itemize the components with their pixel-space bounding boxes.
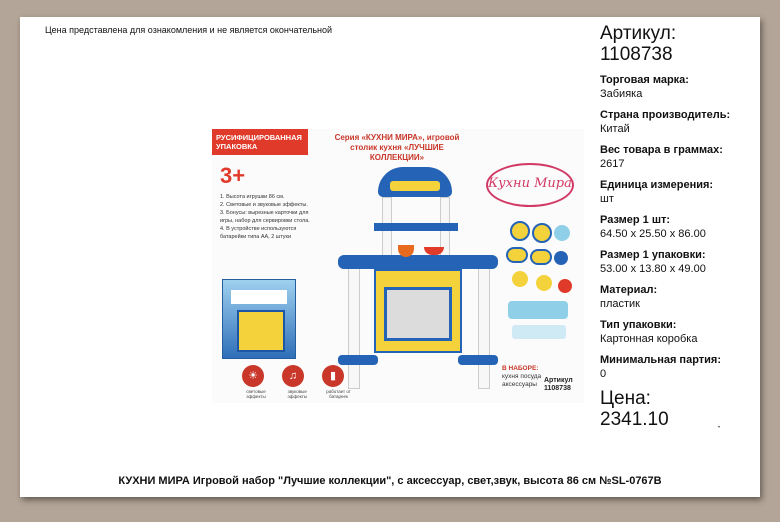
- spec-panel: [600, 23, 760, 430]
- package-article-label: Артикул: [544, 377, 573, 384]
- package-photo: [222, 279, 296, 359]
- article-label: Артикул:: [600, 23, 677, 44]
- spec-package-size: [600, 248, 760, 276]
- feature-line: 1. Высота игрушки 86 см.: [220, 194, 285, 200]
- feature-line: 2. Световые и звуковые эффекты.: [220, 202, 308, 208]
- spec-value: Забияка: [600, 88, 643, 100]
- spec-value: 64.50 x 25.50 x 86.00: [600, 228, 706, 240]
- spec-value: Китай: [600, 123, 630, 135]
- features-list: [220, 193, 320, 241]
- spec-value: 53.00 x 13.80 x 49.00: [600, 263, 706, 275]
- feature-line: 4. В устройстве используются батарейки типа АА, 2 штуки: [220, 226, 297, 240]
- spec-label: Размер 1 упаковки:: [600, 249, 706, 261]
- feature-icon-label: световые эффекты: [246, 389, 266, 399]
- spec-value: шт: [600, 193, 614, 205]
- brand-logo: Кухни Мира: [486, 163, 574, 207]
- spec-value: 0: [600, 368, 607, 380]
- age-badge: 3+: [220, 163, 246, 188]
- spec-label: Материал:: [600, 284, 658, 296]
- spec-value: 2617: [600, 158, 625, 170]
- feature-icon-label: работает от батареек: [326, 389, 351, 399]
- spec-label: Минимальная партия:: [600, 354, 721, 366]
- feature-line: 3. Бонусы: вырезные карточки для игры, набор для сервировки стола.: [220, 210, 310, 224]
- spec-label: Тип упаковки:: [600, 319, 677, 331]
- package-article: [544, 377, 573, 393]
- spec-unit: [600, 178, 760, 206]
- spec-weight: [600, 143, 760, 171]
- in-set-items: кухня посуда аксессуары: [502, 373, 542, 388]
- spec-label: Вес товара в граммах:: [600, 144, 723, 156]
- package-banner: РУСИФИЦИРОВАННАЯ УПАКОВКА: [212, 129, 308, 155]
- spec-value: пластик: [600, 298, 640, 310]
- in-set-title: В НАБОРЕ:: [502, 365, 539, 372]
- price-disclaimer: Цена представлена для ознакомления и не является окончательной: [45, 25, 333, 35]
- product-image: [212, 129, 584, 403]
- spec-min-batch: [600, 353, 760, 381]
- spec-value: Картонная коробка: [600, 333, 698, 345]
- feature-icon-label: звуковые эффекты: [287, 389, 308, 399]
- spec-item-size: [600, 213, 760, 241]
- battery-icon: ▮: [322, 365, 344, 387]
- accessory-cards: [506, 221, 580, 371]
- price-value: 2341.10: [600, 409, 669, 430]
- product-caption: КУХНИ МИРА Игровой набор "Лучшие коллекции", с аксессуар, свет,звук, высота 86 см №SL-0767B: [118, 475, 662, 487]
- in-set-block: [502, 365, 542, 389]
- spec-country: [600, 108, 760, 136]
- series-title: Серия «КУХНИ МИРА», игровой столик кухня «ЛУЧШИЕ КОЛЛЕКЦИИ»: [334, 133, 460, 162]
- spec-label: Страна производитель:: [600, 109, 731, 121]
- spec-label: Торговая марка:: [600, 74, 689, 86]
- spec-label: Единица измерения:: [600, 179, 714, 191]
- music-note-icon: ♫: [282, 365, 304, 387]
- spec-brand: [600, 73, 760, 101]
- spec-material: [600, 283, 760, 311]
- article-value: 1108738: [600, 44, 673, 65]
- kitchen-toy-illustration: [338, 167, 498, 399]
- price-label: Цена:: [600, 388, 651, 409]
- spec-label: Размер 1 шт:: [600, 214, 671, 226]
- decorative-dot: •: [718, 425, 721, 431]
- bulb-icon: ☀: [242, 365, 264, 387]
- package-article-value: 1108738: [544, 385, 571, 392]
- catalog-sheet: [20, 17, 760, 497]
- price-block: [600, 388, 760, 430]
- spec-package-type: [600, 318, 760, 346]
